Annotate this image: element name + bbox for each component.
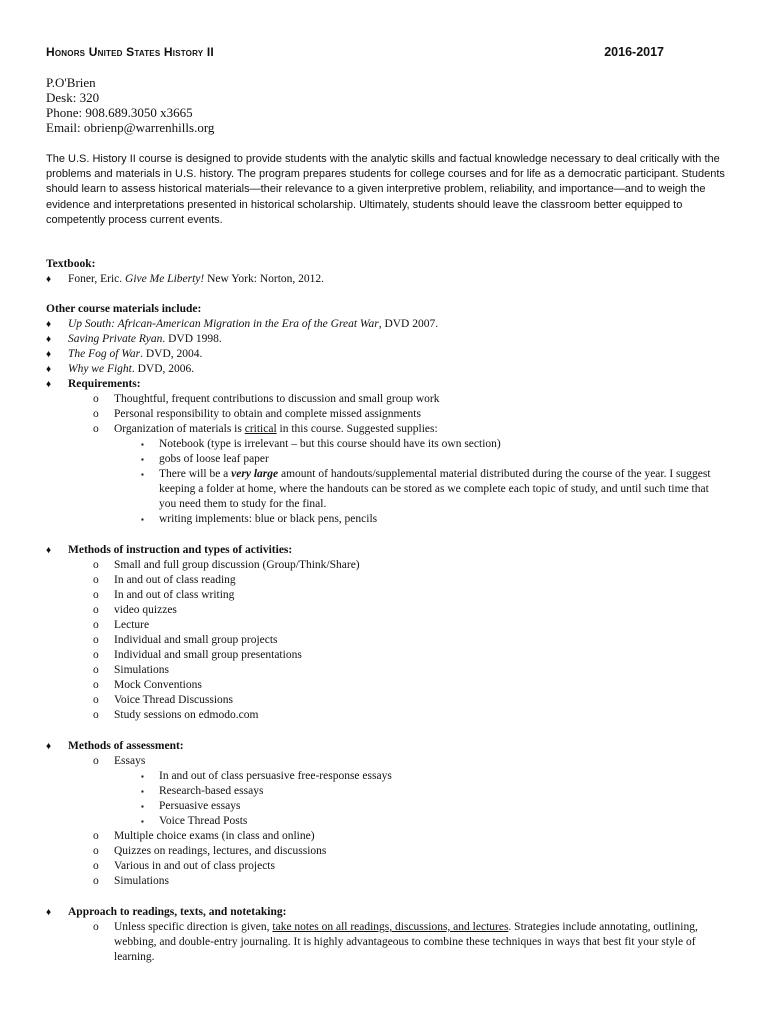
page-header — [46, 45, 664, 59]
circle-bullet-icon: o — [93, 664, 99, 676]
methods-section — [46, 543, 726, 558]
assessment-section — [46, 739, 726, 754]
requirements-section — [46, 377, 726, 392]
list-item: o Voice Thread Discussions — [93, 694, 234, 706]
circle-bullet-icon: o — [93, 559, 99, 571]
square-bullet-icon: ▪ — [141, 455, 144, 464]
diamond-bullet-icon: ♦ — [46, 379, 52, 390]
teacher-name: P.O'Brien — [46, 75, 96, 90]
methods-heading: Methods of instruction and types of activities: — [68, 544, 293, 556]
circle-bullet-icon: o — [93, 845, 99, 857]
contact-info — [46, 75, 214, 135]
list-item: o Individual and small group presentations — [93, 649, 302, 661]
diamond-bullet-icon: ♦ — [46, 364, 52, 375]
assessment-list — [46, 754, 726, 769]
square-bullet-icon: ▪ — [141, 440, 144, 449]
circle-bullet-icon: o — [93, 393, 99, 405]
email-address: Email: obrienp@warrenhills.org — [46, 120, 215, 135]
list-item: o Simulations — [93, 875, 169, 887]
circle-bullet-icon: o — [93, 574, 99, 586]
syllabus-body — [46, 257, 726, 965]
circle-bullet-icon: o — [93, 408, 99, 420]
assessment-list-more — [46, 829, 726, 889]
assessment-heading: Methods of assessment: — [68, 740, 184, 752]
list-item: o Lecture — [93, 619, 150, 631]
circle-bullet-icon: o — [93, 709, 99, 721]
approach-list — [46, 920, 726, 965]
list-item: o video quizzes — [93, 604, 177, 616]
list-item: ▪ gobs of loose leaf paper — [141, 453, 269, 465]
list-item: ▪ Research-based essays — [141, 785, 264, 797]
list-item: ♦ Up South: African-American Migration in the Era of the Great War, DVD 2007. — [46, 318, 439, 330]
approach-section — [46, 905, 726, 920]
book-title: Give Me Liberty! — [125, 273, 205, 285]
desk-number: Desk: 320 — [46, 90, 100, 105]
school-year: 2016-2017 — [604, 45, 664, 59]
diamond-bullet-icon: ♦ — [46, 334, 52, 345]
circle-bullet-icon: o — [93, 830, 99, 842]
list-item — [46, 905, 726, 920]
list-item: ♦ The Fog of War. DVD, 2004. — [46, 348, 203, 360]
list-item: o Unless specific direction is given, take notes on all readings, discussions, and lectures. Strategies include annotating, outlining, webbing, and double-entry journaling. It is highly advantageous to combine these techniques in ways that best fit your style of learning. — [93, 921, 698, 963]
list-item: o Individual and small group projects — [93, 634, 278, 646]
square-bullet-icon: ▪ — [141, 802, 144, 811]
circle-bullet-icon: o — [93, 589, 99, 601]
square-bullet-icon: ▪ — [141, 772, 144, 781]
circle-bullet-icon: o — [93, 755, 99, 767]
circle-bullet-icon: o — [93, 649, 99, 661]
list-item: o Organization of materials is critical in this course. Suggested supplies: — [93, 423, 438, 435]
list-item: o Multiple choice exams (in class and online) — [93, 830, 315, 842]
list-item: o Study sessions on edmodo.com — [93, 709, 259, 721]
list-item: ▪ Persuasive essays — [141, 800, 241, 812]
list-item: ▪ There will be a very large amount of handouts/supplemental material distributed during the course of the year. I suggest keeping a folder at home, where the handouts can be stored as we complete each topic of study, and until such time that you need them to study for the final. — [141, 468, 711, 510]
materials-heading: Other course materials include: — [46, 303, 202, 315]
list-item: o Thoughtful, frequent contributions to discussion and small group work — [93, 393, 440, 405]
diamond-bullet-icon: ♦ — [46, 741, 52, 752]
list-item: ▪ writing implements: blue or black pens, pencils — [141, 513, 378, 525]
list-item — [46, 543, 726, 558]
square-bullet-icon: ▪ — [141, 787, 144, 796]
methods-list — [46, 558, 726, 723]
circle-bullet-icon: o — [93, 875, 99, 887]
list-item: o Essays — [93, 755, 146, 767]
diamond-bullet-icon: ♦ — [46, 545, 52, 556]
supplies-list — [46, 437, 726, 527]
list-item: o Quizzes on readings, lectures, and discussions — [93, 845, 327, 857]
course-title: Honors United States History II — [46, 45, 214, 59]
circle-bullet-icon: o — [93, 423, 99, 435]
essays-list — [46, 769, 726, 829]
circle-bullet-icon: o — [93, 619, 99, 631]
requirements-list — [46, 392, 726, 437]
phone-number: Phone: 908.689.3050 x3665 — [46, 105, 193, 120]
list-item: ♦ Saving Private Ryan. DVD 1998. — [46, 333, 222, 345]
materials-list — [46, 317, 726, 392]
list-item: o Simulations — [93, 664, 169, 676]
circle-bullet-icon: o — [93, 694, 99, 706]
circle-bullet-icon: o — [93, 679, 99, 691]
circle-bullet-icon: o — [93, 860, 99, 872]
list-item: ▪ Voice Thread Posts — [141, 815, 248, 827]
circle-bullet-icon: o — [93, 604, 99, 616]
list-item: ▪ In and out of class persuasive free-response essays — [141, 770, 392, 782]
list-item: o Personal responsibility to obtain and complete missed assignments — [93, 408, 421, 420]
square-bullet-icon: ▪ — [141, 817, 144, 826]
list-item: o Various in and out of class projects — [93, 860, 275, 872]
list-item: o In and out of class reading — [93, 574, 236, 586]
list-item: o Mock Conventions — [93, 679, 202, 691]
diamond-bullet-icon: ♦ — [46, 349, 52, 360]
requirements-heading: Requirements: — [68, 378, 141, 390]
square-bullet-icon: ▪ — [141, 515, 144, 524]
circle-bullet-icon: o — [93, 921, 99, 933]
list-item: o In and out of class writing — [93, 589, 235, 601]
approach-heading: Approach to readings, texts, and notetaking: — [68, 906, 287, 918]
diamond-bullet-icon: ♦ — [46, 319, 52, 330]
course-description: The U.S. History II course is designed to provide students with the analytic skills and factual knowledge necessary to deal critically with the problems and materials in U.S. history. The program prepares students for college courses and for life as a democratic participant. Students should learn to assess historical materials—their relevance to a given interpretive problem, reliability, and importance—and to weigh the evidence and interpretations presented in historical scholarship. Ultimately, students should leave the classroom better equipped to competently process current events. — [46, 153, 725, 226]
list-item: o Small and full group discussion (Group/Think/Share) — [93, 559, 360, 571]
textbook-list — [46, 272, 726, 287]
circle-bullet-icon: o — [93, 634, 99, 646]
list-item: ♦ Why we Fight. DVD, 2006. — [46, 363, 195, 375]
square-bullet-icon: ▪ — [141, 470, 144, 479]
list-item: ♦ Foner, Eric. Give Me Liberty! New York: Norton, 2012. — [46, 273, 325, 285]
diamond-bullet-icon: ♦ — [46, 907, 52, 918]
list-item: ▪ Notebook (type is irrelevant – but this course should have its own section) — [141, 438, 501, 450]
list-item — [46, 739, 726, 754]
diamond-bullet-icon: ♦ — [46, 274, 52, 285]
textbook-heading: Textbook: — [46, 258, 96, 270]
